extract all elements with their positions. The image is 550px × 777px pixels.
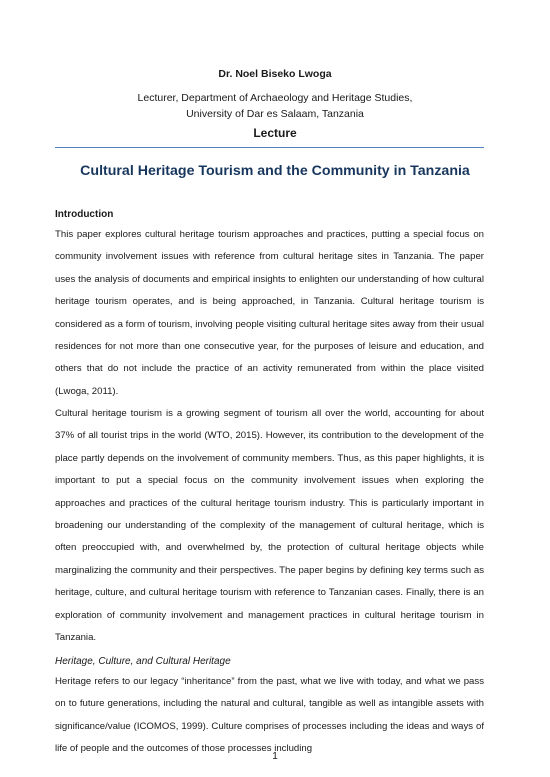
title-divider — [55, 147, 484, 148]
page-number: 1 — [272, 751, 278, 762]
section-heading-introduction: Introduction — [55, 209, 114, 220]
section-heading-heritage-culture: Heritage, Culture, and Cultural Heritage — [55, 656, 231, 667]
heritage-paragraph-1: Heritage refers to our legacy “inheritance” from the past, what we live with today, and what we pass on to future generations, including the natural and cultural, tangible as well as intangible assets with significance/value (ICOMOS, 1999). Culture comprises of processes including the ideas and ways of life of people and the outcomes of those processes including — [55, 676, 484, 755]
introduction-paragraph-2: Cultural heritage tourism is a growing segment of tourism all over the world, accounting for about 37% of all tourist trips in the world (WTO, 2015). However, its contribution to the development of the place partly depends on the involvement of community members. Thus, as this paper highlights, it is important to put a special focus on the community involvement issues when exploring the approaches and practices of the cultural heritage tourism industry. This is particularly important in broadening our understanding of the complexity of the management of cultural heritage, which is often preoccupied with, and overwhelmed by, the protection of cultural heritage objects while marginalizing the community and their perspectives. The paper begins by defining key terms such as heritage, culture, and cultural heritage tourism with reference to Tanzanian cases. Finally, there is an exploration of community involvement and management practices in cultural heritage tourism in Tanzania. — [55, 408, 484, 644]
author-name: Dr. Noel Biseko Lwoga — [218, 68, 332, 80]
author-affiliation-university: University of Dar es Salaam, Tanzania — [186, 108, 364, 120]
author-affiliation-department: Lecturer, Department of Archaeology and Heritage Studies, — [137, 92, 413, 104]
document-type-label: Lecture — [253, 126, 297, 140]
document-title: Cultural Heritage Tourism and the Community in Tanzania — [80, 163, 470, 179]
introduction-paragraph-1: This paper explores cultural heritage tourism approaches and practices, putting a special focus on community involvement issues with reference from cultural heritage sites in Tanzania. The paper uses the analysis of documents and empirical insights to enlighten our understanding of how cultural heritage tourism operates, and is being approached, in Tanzania. Cultural heritage tourism is considered as a form of tourism, involving people visiting cultural heritage sites away from their usual residences for not more than one consecutive year, for the purposes of leisure and education, and others that do not include the practice of an activity remunerated from within the place visited (Lwoga, 2011). — [55, 229, 484, 397]
